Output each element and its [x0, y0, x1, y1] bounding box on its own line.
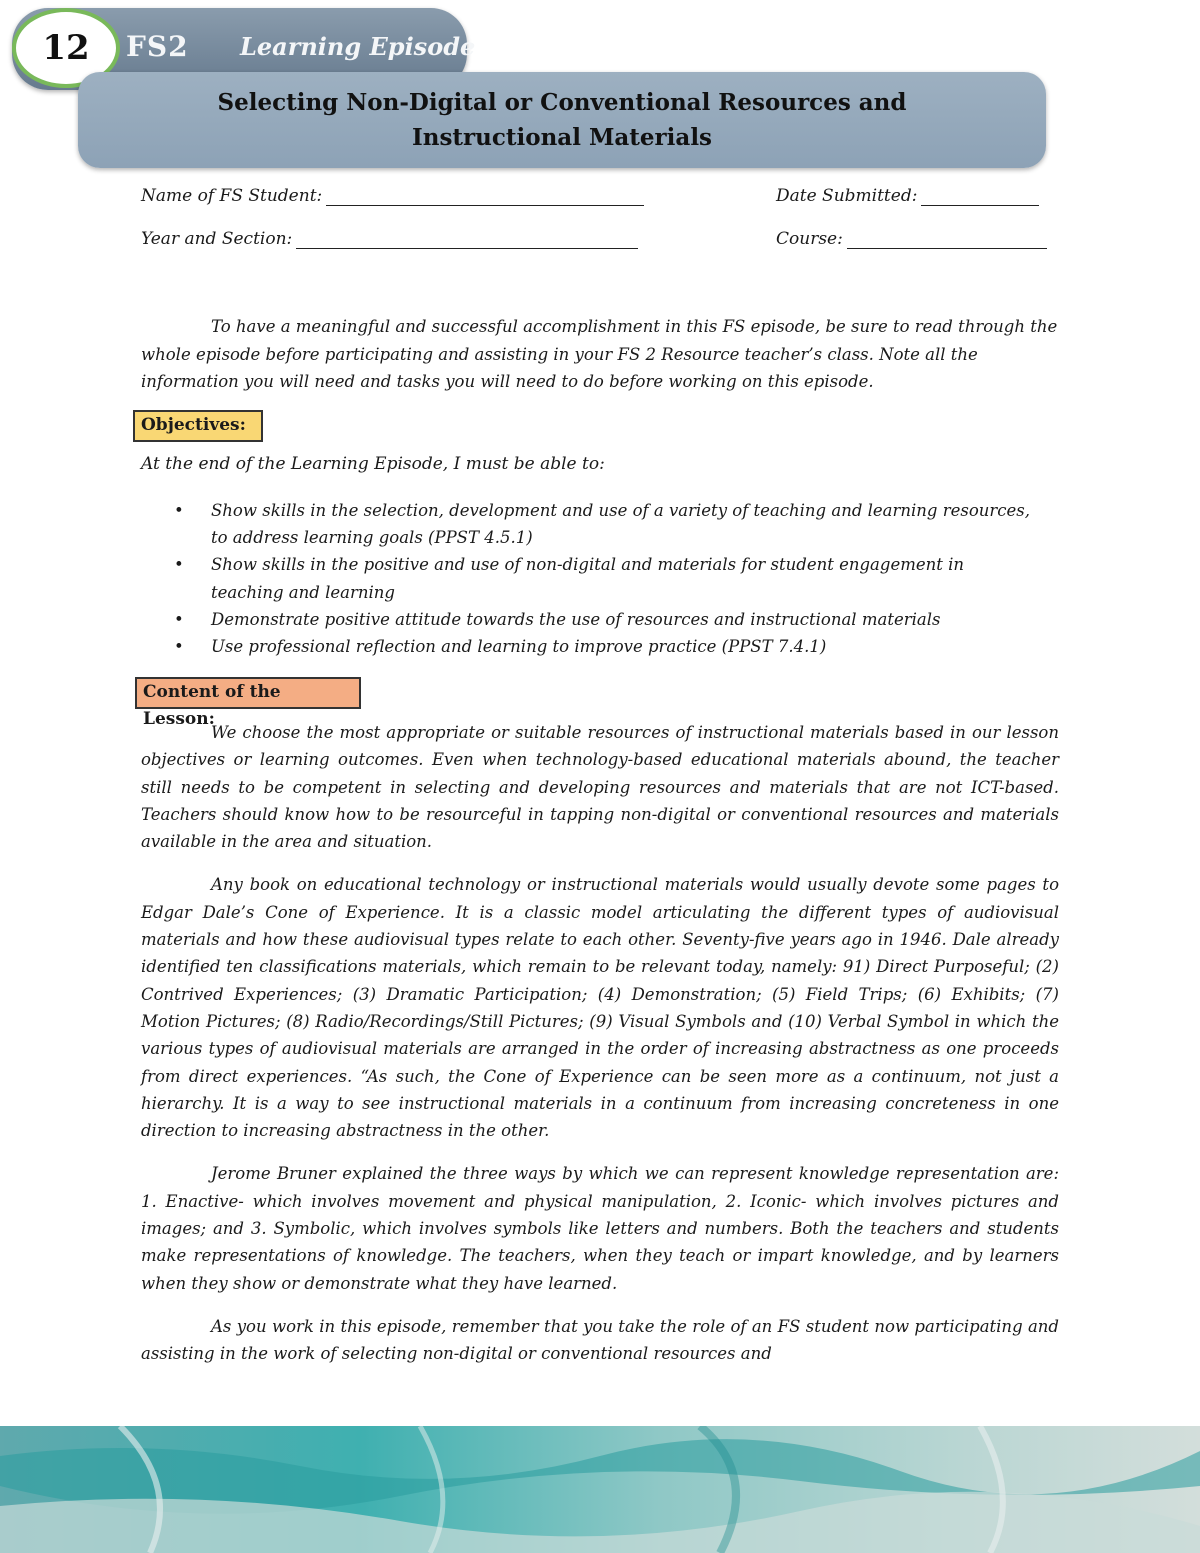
- year-section-label: Year and Section:: [141, 229, 293, 249]
- content-paragraph: Jerome Bruner explained the three ways by which we can represent knowledge representation are: 1. Enactive- which involves movement and physical manipulation, 2. Iconic- which involves pictures and images; and 3. Symbolic, which involves symbols like letters and numbers. Both the teachers and students make representations of knowledge. The teachers, when they teach or impart knowledge, and by learners when they show or demonstrate what they have learned.: [141, 1164, 1059, 1293]
- title-banner: [78, 72, 1046, 168]
- objective-item: [160, 633, 1040, 660]
- objective-item: [160, 606, 1040, 633]
- objective-text: Use professional reflection and learning to improve practice (PPST 7.4.1): [211, 637, 827, 657]
- bullet-icon: •: [174, 555, 184, 575]
- objectives-list: [160, 497, 1040, 660]
- bullet-icon: •: [174, 501, 184, 520]
- bullet-icon: •: [174, 637, 184, 657]
- footer-decorative-image: [0, 1426, 1200, 1553]
- name-field-line[interactable]: [326, 187, 644, 206]
- course-field: [776, 229, 1047, 249]
- content-label: Content of the Lesson:: [135, 677, 361, 709]
- date-field: [776, 186, 1039, 206]
- content-paragraph: We choose the most appropriate or suitable resources of instructional materials based in our lesson objectives or learning outcomes. Even when technology-based educational materials abound, the teacher still needs to be competent in selecting and developing resources and materials that are not ICT-based. Teachers should know how to be resourceful in tapping non-digital or conventional resources and materials available in the area and situation.: [141, 723, 1059, 852]
- episode-label: Learning Episode: [240, 32, 476, 61]
- year-section-field: [141, 229, 638, 249]
- date-field-line[interactable]: [921, 187, 1039, 206]
- page-title-line-1: Selecting Non-Digital or Conventional Resources and: [217, 89, 907, 116]
- objective-text: Show skills in the positive and use of non-digital and materials for student engagement in teaching and learning: [211, 555, 965, 602]
- objectives-label: Objectives:: [133, 410, 263, 442]
- lesson-content: [141, 719, 1059, 1384]
- objective-item: [160, 497, 1040, 551]
- objective-item: [160, 551, 1040, 605]
- year-section-line[interactable]: [296, 230, 638, 249]
- page-title-line-2: Instructional Materials: [411, 124, 713, 151]
- name-field-label: Name of FS Student:: [141, 186, 323, 206]
- course-field-label: Course:: [776, 229, 843, 249]
- intro-text: To have a meaningful and successful accomplishment in this FS episode, be sure to read through the whole episode before participating and assisting in your FS 2 Resource teacher’s class. Note all the information you will need and tasks you will need to do before working on this episode.: [141, 317, 1058, 391]
- date-field-label: Date Submitted:: [776, 186, 918, 206]
- content-paragraph: Any book on educational technology or instructional materials would usually devote some pages to Edgar Dale’s Cone of Experience. It is a classic model articulating the different types of audiovisual materials and how these audiovisual types relate to each other. Seventy-five years ago in 1946. Dale already identified ten classifications materials, which remain to be relevant today, namely: 91) Direct Purposeful; (2) Contrived Experiences; (3) Dramatic Participation; (4) Demonstration; (5) Field Trips; (6) Exhibits; (7) Motion Pictures; (8) Radio/Recordings/Still Pictures; (9) Visual Symbols and (10) Verbal Symbol in which the various types of audiovisual materials are arranged in the order of increasing abstractness as one proceeds from direct experiences. “As such, the Cone of Experience can be seen more as a continuum, not just a hierarchy. It is a way to see instructional materials in a continuum from increasing concreteness in one direction to increasing abstractness in the other.: [141, 875, 1059, 1141]
- bullet-icon: •: [174, 609, 184, 629]
- objective-text: Demonstrate positive attitude towards the use of resources and instructional materials: [211, 609, 941, 629]
- episode-number: 12: [42, 28, 90, 68]
- intro-paragraph: [141, 313, 1059, 396]
- objectives-lead: At the end of the Learning Episode, I must be able to:: [141, 454, 605, 474]
- content-paragraph: As you work in this episode, remember that you take the role of an FS student now participating and assisting in the work of selecting non-digital or conventional resources and: [141, 1316, 1059, 1364]
- course-code: FS2: [126, 30, 189, 63]
- course-field-line[interactable]: [847, 230, 1047, 249]
- name-field: [141, 186, 644, 206]
- objective-text: Show skills in the selection, development and use of a variety of teaching and learning resources, to address learning goals (PPST 4.5.1): [211, 501, 1031, 548]
